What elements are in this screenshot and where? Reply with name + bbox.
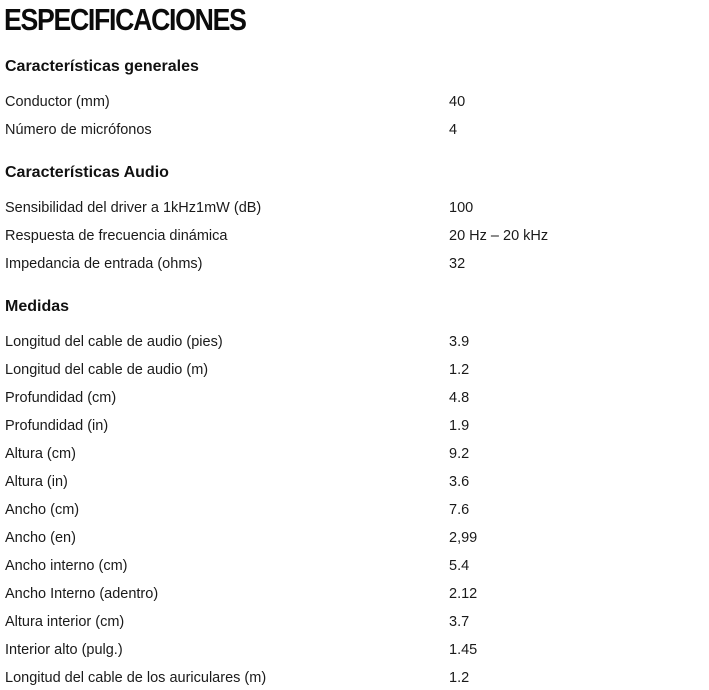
section-heading: Características generales xyxy=(5,58,199,75)
spec-value: 4.8 xyxy=(449,390,470,406)
spec-row xyxy=(0,414,709,438)
spec-label: Longitud del cable de audio (m) xyxy=(5,362,209,378)
spec-row xyxy=(0,330,709,354)
spec-label: Profundidad (in) xyxy=(5,418,109,434)
spec-row xyxy=(0,252,709,276)
spec-label: Interior alto (pulg.) xyxy=(5,642,123,658)
spec-label: Sensibilidad del driver a 1kHz1mW (dB) xyxy=(5,200,262,216)
spec-value: 3.9 xyxy=(449,334,470,350)
spec-label: Ancho interno (cm) xyxy=(5,558,128,574)
spec-value: 100 xyxy=(449,200,474,216)
spec-label: Altura (cm) xyxy=(5,446,76,462)
spec-row xyxy=(0,224,709,248)
spec-value: 3.6 xyxy=(449,474,470,490)
spec-row xyxy=(0,666,709,690)
spec-value: 32 xyxy=(449,256,466,272)
spec-row xyxy=(0,526,709,550)
spec-row xyxy=(0,610,709,634)
spec-row xyxy=(0,638,709,662)
spec-label: Profundidad (cm) xyxy=(5,390,117,406)
spec-label: Altura interior (cm) xyxy=(5,614,125,630)
spec-label: Altura (in) xyxy=(5,474,68,490)
spec-value: 1.45 xyxy=(449,642,478,658)
spec-label: Ancho (cm) xyxy=(5,502,80,518)
spec-row xyxy=(0,386,709,410)
spec-value: 3.7 xyxy=(449,614,470,630)
spec-value: 4 xyxy=(449,122,458,138)
spec-value: 5.4 xyxy=(449,558,470,574)
page-title: ESPECIFICACIONES xyxy=(4,2,246,37)
spec-value: 7.6 xyxy=(449,502,470,518)
spec-row xyxy=(0,498,709,522)
spec-label: Respuesta de frecuencia dinámica xyxy=(5,228,228,244)
spec-row xyxy=(0,582,709,606)
spec-label: Número de micrófonos xyxy=(5,122,152,138)
spec-row xyxy=(0,358,709,382)
spec-value: 1.9 xyxy=(449,418,470,434)
spec-label: Longitud del cable de los auriculares (m) xyxy=(5,670,267,686)
spec-label: Longitud del cable de audio (pies) xyxy=(5,334,223,350)
spec-row xyxy=(0,118,709,142)
spec-row xyxy=(0,554,709,578)
spec-label: Conductor (mm) xyxy=(5,94,110,110)
spec-value: 40 xyxy=(449,94,466,110)
spec-value: 9.2 xyxy=(449,446,470,462)
section-heading: Características Audio xyxy=(5,164,169,181)
spec-label: Ancho (en) xyxy=(5,530,76,546)
spec-row xyxy=(0,90,709,114)
spec-label: Ancho Interno (adentro) xyxy=(5,586,159,602)
spec-value: 1.2 xyxy=(449,362,470,378)
spec-row xyxy=(0,196,709,220)
spec-value: 1.2 xyxy=(449,670,470,686)
spec-value: 20 Hz – 20 kHz xyxy=(449,228,549,244)
spec-label: Impedancia de entrada (ohms) xyxy=(5,256,203,272)
spec-row xyxy=(0,470,709,494)
spec-row xyxy=(0,442,709,466)
spec-value: 2.12 xyxy=(449,586,478,602)
spec-value: 2,99 xyxy=(449,530,478,546)
section-heading: Medidas xyxy=(5,298,70,315)
